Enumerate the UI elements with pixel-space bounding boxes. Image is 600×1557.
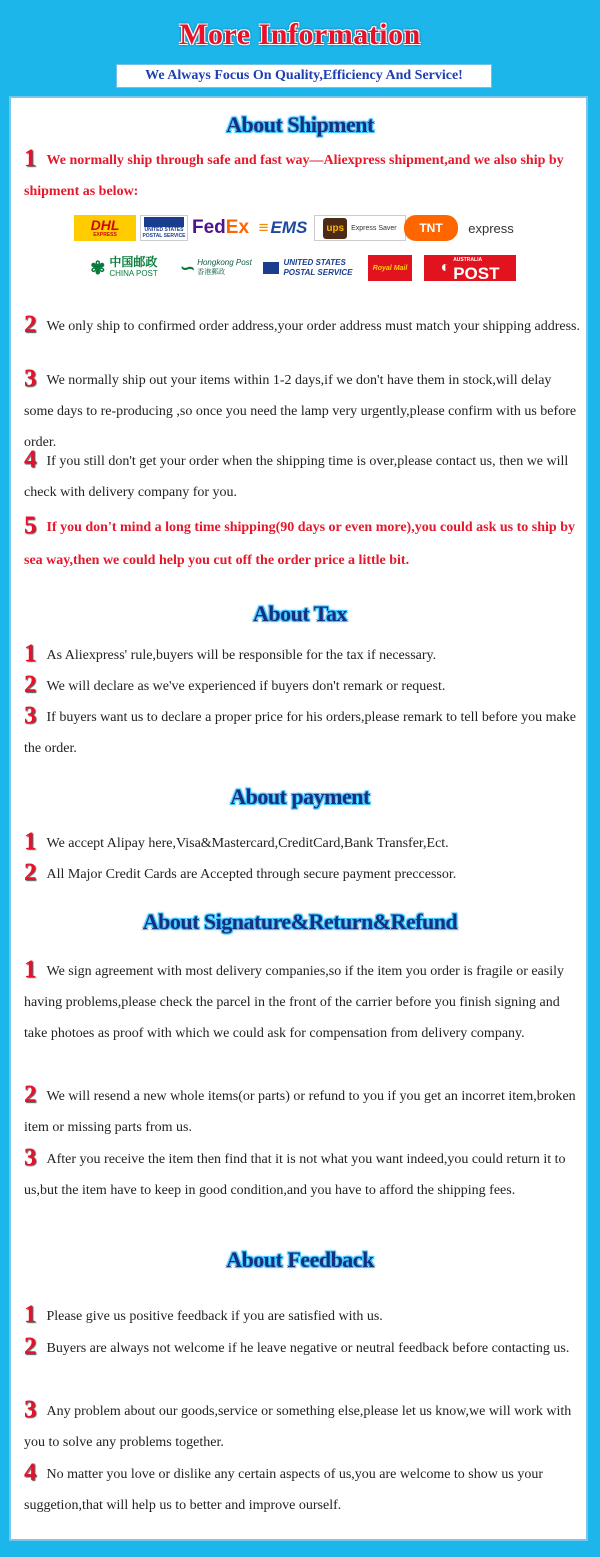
payment-item-1 (24, 826, 584, 859)
section-heading-tax: About Tax (253, 601, 347, 626)
item-number: 5 (24, 512, 37, 539)
item-text: All Major Credit Cards are Accepted through secure payment preccessor. (46, 867, 457, 882)
item-text: Please give us positive feedback if you are satisfied with us. (46, 1309, 383, 1324)
feedback-item-4 (24, 1457, 584, 1521)
item-text: If you still don't get your order when the shipping time is over,please contact us, then we will check with delivery company for you. (24, 454, 569, 500)
ems-logo: ≡ EMS (258, 218, 308, 237)
item-number: 3 (24, 365, 37, 392)
tnt-logo: TNT (404, 215, 458, 241)
section-heading-shipment: About Shipment (226, 112, 374, 137)
signature-item-1 (24, 954, 584, 1049)
item-number: 4 (24, 446, 37, 473)
shipment-item-5 (24, 509, 584, 577)
item-text: If buyers want us to declare a proper price for his orders,please remark to tell before you make the order. (24, 710, 576, 756)
section-heading-payment: About payment (230, 784, 370, 809)
feedback-item-1 (24, 1299, 584, 1332)
payment-item-2 (24, 857, 584, 890)
item-number: 2 (24, 859, 37, 886)
item-number: 4 (24, 1459, 37, 1486)
tax-item-3 (24, 700, 584, 764)
ups-logo: ups Express Saver (314, 215, 406, 241)
item-text: If you don't mind a long time shipping(90 days or even more),you could ask us to ship by sea way,then we could help you cut off the order price a little bit. (24, 520, 575, 568)
shipment-item-4 (24, 444, 584, 508)
item-text: We accept Alipay here,Visa&Mastercard,CreditCard,Bank Transfer,Ect. (46, 836, 449, 851)
item-text: No matter you love or dislike any certain aspects of us,you are welcome to show us your suggetion,that will help us to better and improve ourself. (24, 1467, 543, 1513)
page-subtitle: We Always Focus On Quality,Efficiency And Service! (116, 64, 492, 88)
chinapost-logo: ✾ 中国邮政 CHINA POST (90, 255, 158, 278)
item-text: We will resend a new whole items(or parts) or refund to you if you get an incorret item,broken item or missing parts from us. (24, 1089, 576, 1135)
auspost-emblem-icon: ◐ (440, 259, 451, 276)
fedex-logo: Fed Ex (192, 217, 250, 238)
section-heading-feedback: About Feedback (226, 1247, 374, 1272)
item-number: 1 (24, 145, 37, 172)
tax-item-2 (24, 669, 584, 702)
shipment-item-1 (24, 143, 584, 207)
hkpost-logo: ∽ Hongkong Post 香港郵政 (180, 257, 252, 278)
item-number: 1 (24, 1301, 37, 1328)
item-text: Buyers are always not welcome if he leave negative or neutral feedback before contacting us. (46, 1341, 570, 1356)
signature-item-3 (24, 1142, 584, 1206)
royalmail-logo: Royal Mail (368, 255, 412, 281)
tnt-express-text: express (468, 220, 514, 236)
item-text: As Aliexpress' rule,buyers will be responsible for the tax if necessary. (46, 648, 437, 663)
item-number: 2 (24, 1333, 37, 1360)
chinapost-emblem-icon: ✾ (90, 257, 106, 278)
item-number: 2 (24, 1081, 37, 1108)
usps-postal-logo: UNITED STATES POSTAL SERVICE (260, 255, 356, 281)
usps-logo: UNITED STATES POSTAL SERVICE (140, 215, 188, 241)
tax-item-1 (24, 638, 584, 671)
item-number: 1 (24, 956, 37, 983)
item-text: We only ship to confirmed order address,your order address must match your shipping address. (46, 319, 580, 334)
signature-item-2 (24, 1079, 584, 1143)
item-number: 1 (24, 640, 37, 667)
item-number: 1 (24, 828, 37, 855)
item-text: We will declare as we've experienced if buyers don't remark or request. (46, 679, 446, 694)
hkpost-emblem-icon: ∽ (180, 257, 196, 278)
item-number: 2 (24, 311, 37, 338)
item-text: We normally ship through safe and fast way—Aliexpress shipment,and we also ship by shipment as below: (24, 153, 564, 199)
item-number: 3 (24, 1396, 37, 1423)
feedback-item-3 (24, 1394, 584, 1458)
item-number: 3 (24, 702, 37, 729)
item-number: 3 (24, 1144, 37, 1171)
section-heading-signature: About Signature&Return&Refund (142, 909, 458, 934)
item-text: We sign agreement with most delivery companies,so if the item you order is fragile or easily having problems,please check the parcel in the front of the carrier before you finish signing and take photoes as proof with which we could ask for compensation from delivery company. (24, 964, 565, 1041)
item-number: 2 (24, 671, 37, 698)
shipment-item-2 (24, 309, 584, 342)
auspost-logo: ◐ AUSTRALIA POST (424, 255, 516, 281)
item-text: After you receive the item then find that it is not what you want indeed,you could return it to us,but the item have to keep in good condition,and you have to afford the shipping fees. (24, 1152, 566, 1198)
dhl-logo: DHL EXPRESS (74, 215, 136, 241)
item-text: Any problem about our goods,service or something else,please let us know,we will work with you to solve any problems together. (24, 1404, 572, 1450)
feedback-item-2 (24, 1331, 584, 1364)
page-title: More Information (179, 18, 421, 51)
item-text: We normally ship out your items within 1-2 days,if we don't have them in stock,will delay some days to re-producing ,so once you need the lamp very urgently,please confirm with us before order. (24, 373, 577, 450)
